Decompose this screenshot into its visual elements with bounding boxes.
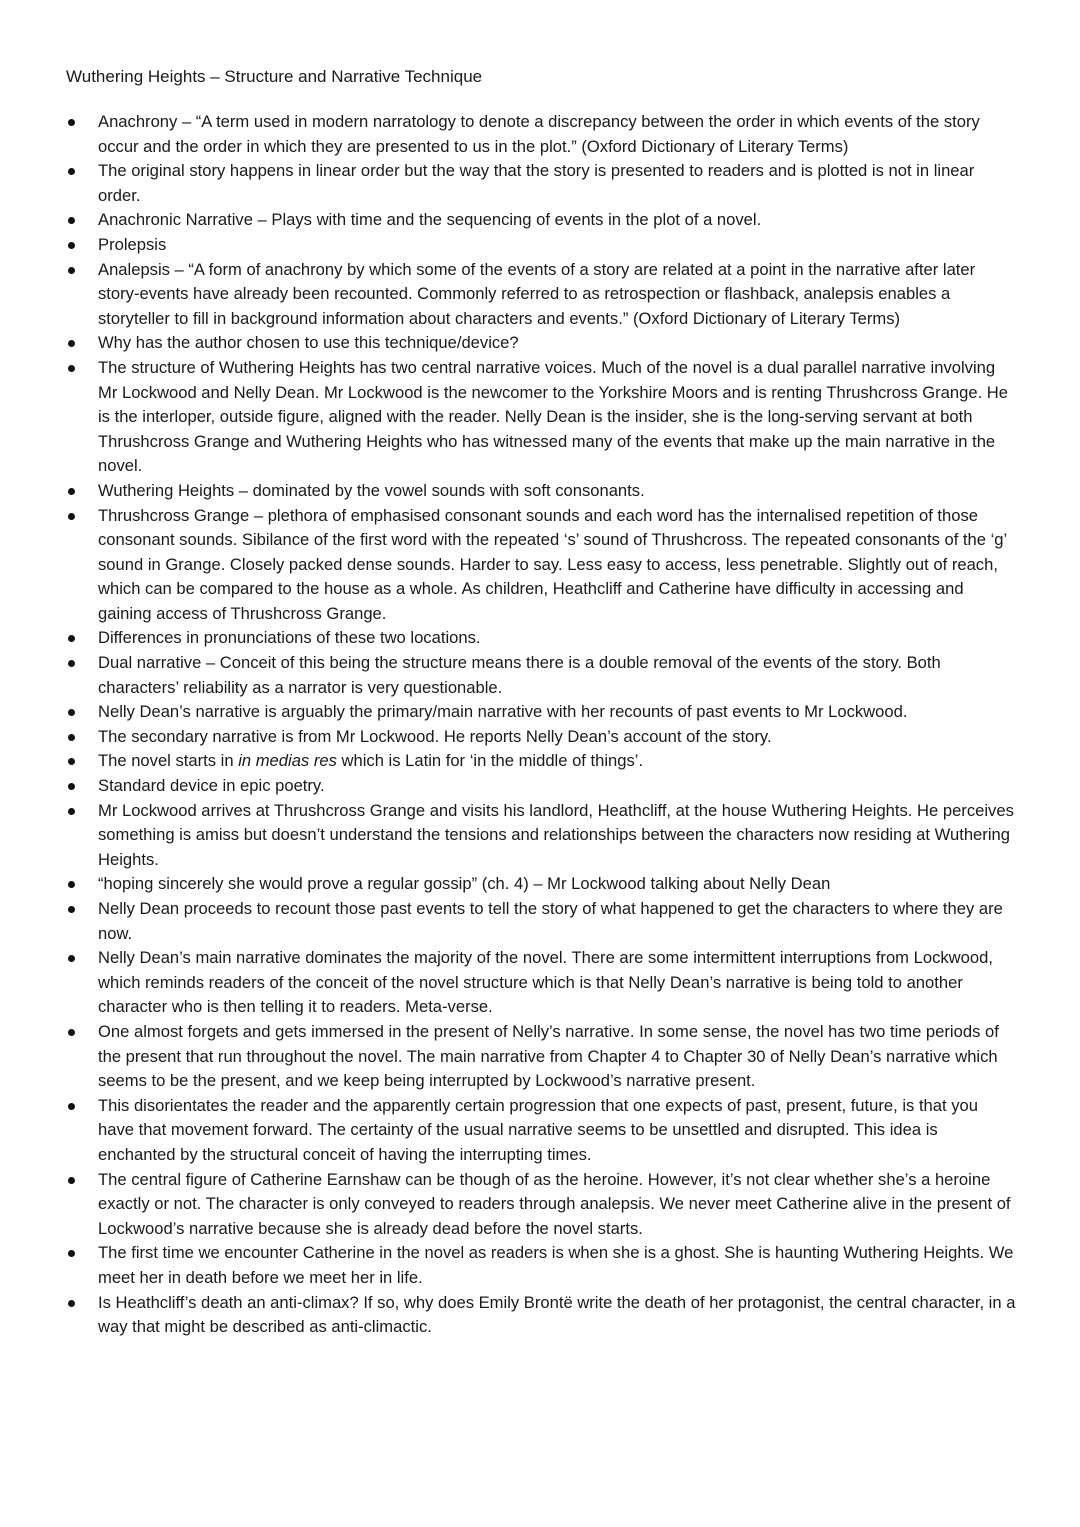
bullet-text-prefix: The novel starts in	[98, 751, 239, 771]
bullet-item: One almost forgets and gets immersed in the present of Nelly’s narrative. In some sense, the novel has two time periods of the present that run throughout the novel. The main narrative from Chapter 4 to Chapter 30 of Nelly Dean’s narrative which seems to be the present, and we keep being interrupted by Lockwood’s narrative present.	[66, 1020, 1018, 1094]
bullet-item: Standard device in epic poetry.	[66, 774, 1018, 799]
bullet-item: Mr Lockwood arrives at Thrushcross Grange and visits his landlord, Heathcliff, at the house Wuthering Heights. He perceives something is amiss but doesn’t understand the tensions and relationships between the characters now residing at Wuthering Heights.	[66, 799, 1018, 873]
bullet-item: Anachrony – “A term used in modern narratology to denote a discrepancy between the order in which events of the story occur and the order in which they are presented to us in the plot.” (Oxford Dictionary of Literary Terms)	[66, 110, 1018, 159]
bullet-item: Why has the author chosen to use this technique/device?	[66, 331, 1018, 356]
bullet-item: The original story happens in linear order but the way that the story is presented to readers and is plotted is not in linear order.	[66, 159, 1018, 208]
bullet-item: This disorientates the reader and the apparently certain progression that one expects of past, present, future, is that you have that movement forward. The certainty of the usual narrative seems to be unsettled and disrupted. This idea is enchanted by the structural conceit of having the interrupting times.	[66, 1094, 1018, 1168]
bullet-item: Thrushcross Grange – plethora of emphasised consonant sounds and each word has the internalised repetition of those consonant sounds. Sibilance of the first word with the repeated ‘s’ sound of Thrushcross. The repeated consonants of the ‘g’ sound in Grange. Closely packed dense sounds. Harder to say. Less easy to access, less penetrable. Slightly out of reach, which can be compared to the house as a whole. As children, Heathcliff and Catherine have difficulty in accessing and gaining access of Thrushcross Grange.	[66, 504, 1018, 627]
bullet-item: The structure of Wuthering Heights has two central narrative voices. Much of the novel is a dual parallel narrative involving Mr Lockwood and Nelly Dean. Mr Lockwood is the newcomer to the Yorkshire Moors and is renting Thrushcross Grange. He is the interloper, outside figure, aligned with the reader. Nelly Dean is the insider, she is the long-serving servant at both Thrushcross Grange and Wuthering Heights who has witnessed many of the events that make up the main narrative in the novel.	[66, 356, 1018, 479]
bullet-item: Prolepsis	[66, 233, 1018, 258]
bullet-item: Is Heathcliff’s death an anti-climax? If so, why does Emily Brontë write the death of her protagonist, the central character, in a way that might be described as anti-climactic.	[66, 1291, 1018, 1340]
bullet-item-in-medias-res	[66, 749, 1018, 774]
bullet-list-section-2	[66, 749, 1018, 1290]
bullet-item: Wuthering Heights – dominated by the vowel sounds with soft consonants.	[66, 479, 1018, 504]
bullet-list-section-3	[66, 1291, 1018, 1340]
bullet-item: Dual narrative – Conceit of this being the structure means there is a double removal of the events of the story. Both characters’ reliability as a narrator is very questionable.	[66, 651, 1018, 700]
bullet-item: The central figure of Catherine Earnshaw can be though of as the heroine. However, it’s not clear whether she’s a heroine exactly or not. The character is only conveyed to readers through analepsis. We never meet Catherine alive in the present of Lockwood’s narrative because she is already dead before the novel starts.	[66, 1168, 1018, 1242]
bullet-item: Anachronic Narrative – Plays with time and the sequencing of events in the plot of a novel.	[66, 208, 1018, 233]
bullet-item: Nelly Dean proceeds to recount those past events to tell the story of what happened to get the characters to where they are now.	[66, 897, 1018, 946]
bullet-item: Analepsis – “A form of anachrony by which some of the events of a story are related at a point in the narrative after later story-events have already been recounted. Commonly referred to as retrospection or flashback, analepsis enables a storyteller to fill in background information about characters and events.” (Oxford Dictionary of Literary Terms)	[66, 258, 1018, 332]
bullet-text-suffix: which is Latin for ‘in the middle of things’.	[336, 751, 644, 771]
bullet-item: Differences in pronunciations of these two locations.	[66, 626, 1018, 651]
bullet-item: The secondary narrative is from Mr Lockwood. He reports Nelly Dean’s account of the story.	[66, 725, 1018, 750]
bullet-item: Nelly Dean’s narrative is arguably the primary/main narrative with her recounts of past events to Mr Lockwood.	[66, 700, 1018, 725]
italic-phrase: in medias res	[238, 751, 337, 771]
bullet-list-section-1	[66, 110, 1018, 749]
bullet-item: “hoping sincerely she would prove a regular gossip” (ch. 4) – Mr Lockwood talking about Nelly Dean	[66, 872, 1018, 897]
document-title: Wuthering Heights – Structure and Narrative Technique	[66, 67, 483, 86]
bullet-item: The first time we encounter Catherine in the novel as readers is when she is a ghost. She is haunting Wuthering Heights. We meet her in death before we meet her in life.	[66, 1241, 1018, 1290]
bullet-item: Nelly Dean’s main narrative dominates the majority of the novel. There are some intermittent interruptions from Lockwood, which reminds readers of the conceit of the novel structure which is that Nelly Dean’s narrative is being told to another character who is then telling it to readers. Meta-verse.	[66, 946, 1018, 1020]
